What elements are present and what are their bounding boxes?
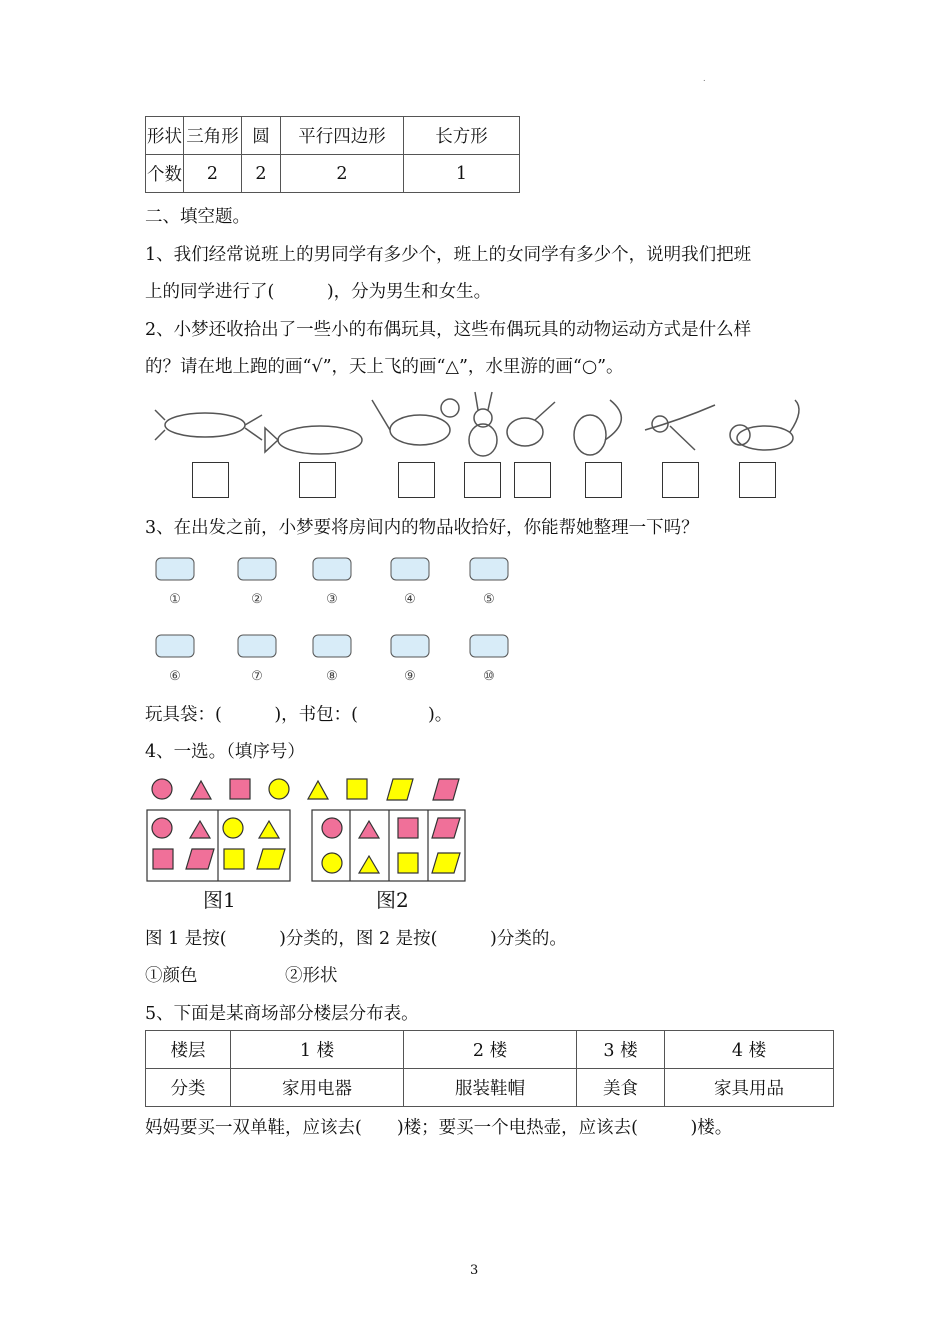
cell: 家具用品 — [665, 1069, 834, 1107]
kangaroo-icon — [372, 399, 459, 445]
page-number: 3 — [470, 1263, 479, 1278]
q5-line: 妈妈要买一双单鞋，应该去( )楼；要买一个电热壶，应该去( )楼。 — [145, 1118, 733, 1138]
item-pen — [297, 627, 367, 684]
item-number: ⑥ — [169, 669, 181, 684]
squirrel-icon — [574, 400, 621, 455]
cell: 圆 — [242, 117, 281, 155]
item-teddy — [222, 627, 292, 684]
q5-title: 5、下面是某商场部分楼层分布表。 — [145, 1004, 419, 1024]
q4-line: 图 1 是按( )分类的，图 2 是按( )分类的。 — [145, 929, 567, 949]
ruler-icon — [150, 550, 200, 588]
item-ruler — [140, 550, 210, 607]
answer-box[interactable] — [662, 462, 699, 498]
answer-box[interactable] — [192, 462, 229, 498]
bird-icon — [507, 402, 555, 446]
airplane-icon — [385, 627, 435, 665]
cell: 三角形 — [184, 117, 242, 155]
answer-box[interactable] — [299, 462, 336, 498]
item-number: ① — [169, 592, 181, 607]
eraser-icon — [307, 550, 357, 588]
teddy-icon — [232, 627, 282, 665]
cell: 1 楼 — [231, 1031, 404, 1069]
swallow-icon — [645, 405, 715, 450]
q4-options: ①颜色 ②形状 — [145, 966, 338, 986]
cell: 楼层 — [146, 1031, 231, 1069]
answer-box[interactable] — [739, 462, 776, 498]
cell: 2 楼 — [404, 1031, 577, 1069]
q3-answer: 玩具袋：( )，书包：( )。 — [145, 705, 453, 725]
item-airplane — [375, 627, 445, 684]
answer-box[interactable] — [398, 462, 435, 498]
cell: 3 楼 — [577, 1031, 665, 1069]
item-notebook — [140, 627, 210, 684]
cat-icon — [730, 400, 799, 450]
notebook-icon — [150, 627, 200, 665]
item-number: ⑩ — [483, 669, 495, 684]
section-title: 二、填空题。 — [145, 207, 250, 227]
q3-line1: 3、在出发之前，小梦要将房间内的物品收拾好，你能帮她整理一下吗？ — [145, 518, 699, 538]
q1-line1: 1、我们经常说班上的男同学有多少个，班上的女同学有多少个，说明我们把班 — [145, 245, 752, 265]
tank-icon — [232, 550, 282, 588]
cell: 长方形 — [404, 117, 520, 155]
item-number: ② — [251, 592, 263, 607]
item-ball — [454, 550, 524, 607]
shape-classification-figures — [145, 775, 470, 885]
fig2-label: 图2 — [376, 888, 409, 912]
cell: 形状 — [146, 117, 184, 155]
cell: 美食 — [577, 1069, 665, 1107]
q2-line1: 2、小梦还收拾出了一些小的布偶玩具，这些布偶玩具的动物运动方式是什么样 — [145, 320, 752, 340]
q2-line2: 的？请在地上跑的画“√”，天上飞的画“△”，水里游的画“○”。 — [145, 357, 624, 377]
animal-illustrations — [150, 390, 810, 460]
cell: 4 楼 — [665, 1031, 834, 1069]
cell: 1 — [404, 155, 520, 193]
item-number: ⑨ — [404, 669, 416, 684]
floor-table — [145, 1030, 834, 1107]
shape-count-table — [145, 116, 520, 193]
cell: 2 — [281, 155, 404, 193]
pen-icon — [307, 627, 357, 665]
cell: 服装鞋帽 — [404, 1069, 577, 1107]
item-number: ⑧ — [326, 669, 338, 684]
fig1-label: 图1 — [203, 888, 236, 912]
item-number: ③ — [326, 592, 338, 607]
item-tank — [222, 550, 292, 607]
lobster-icon — [155, 410, 262, 440]
answer-box[interactable] — [514, 462, 551, 498]
cell: 平行四边形 — [281, 117, 404, 155]
fish-icon — [265, 426, 362, 454]
rabbit-icon — [469, 392, 497, 456]
item-number: ⑤ — [483, 592, 495, 607]
item-eraser — [297, 550, 367, 607]
header-mark: . — [703, 74, 706, 83]
item-number: ④ — [404, 592, 416, 607]
item-pencil-case — [454, 627, 524, 684]
ball-icon — [464, 550, 514, 588]
cell: 2 — [242, 155, 281, 193]
answer-box[interactable] — [585, 462, 622, 498]
car-icon — [385, 550, 435, 588]
item-number: ⑦ — [251, 669, 263, 684]
q4-title: 4、一选。（填序号） — [145, 742, 305, 762]
pencil-case-icon — [464, 627, 514, 665]
cell: 个数 — [146, 155, 184, 193]
cell: 2 — [184, 155, 242, 193]
cell: 分类 — [146, 1069, 231, 1107]
cell: 家用电器 — [231, 1069, 404, 1107]
q1-line2: 上的同学进行了( )，分为男生和女生。 — [145, 282, 492, 302]
answer-box[interactable] — [464, 462, 501, 498]
item-car — [375, 550, 445, 607]
